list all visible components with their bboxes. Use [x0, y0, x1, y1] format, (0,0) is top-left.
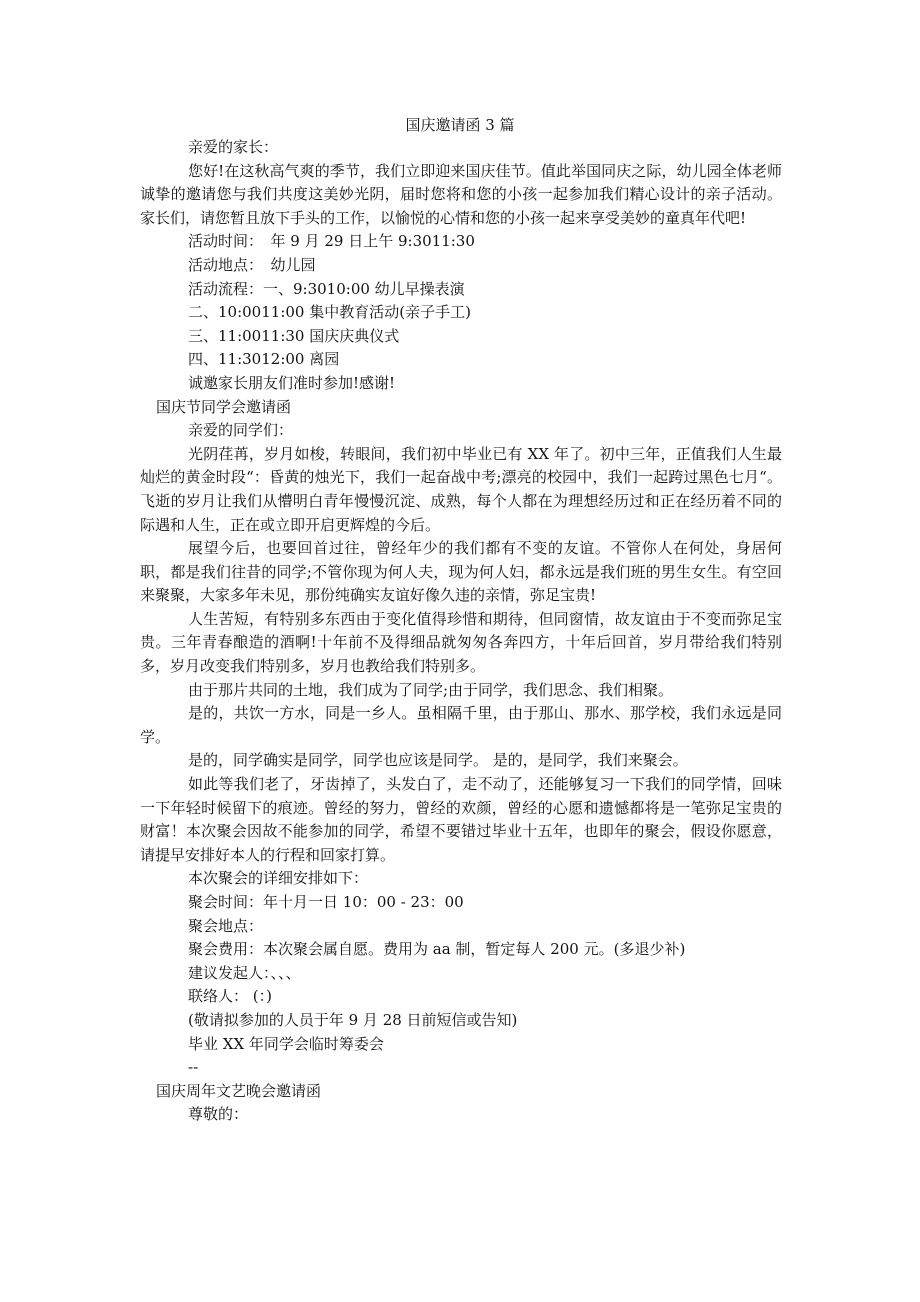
- section-separator: --: [188, 1058, 199, 1077]
- classmates-paragraph-2: 展望今后，也要回首过往，曾经年少的我们都有不变的友谊。不管你人在何处，身居何职，都是我们往昔的同学;不管你现为何人夫，现为何人妇，都永远是我们班的男生女生。有空回来聚聚，大家多年未见，那份纯确实友谊好像久违的亲情，弥足宝贵!: [140, 539, 782, 605]
- salutation-gala: 尊敬的：: [188, 1105, 249, 1124]
- document-title: 国庆邀请函 3 篇: [405, 116, 515, 134]
- classmates-paragraph-7: 如此等我们老了，牙齿掉了，头发白了，走不动了，还能够复习一下我们的同学情，回味一下年轻时候留下的痕迹。曾经的努力，曾经的欢颜，曾经的心愿和遗憾都将是一笔弥足宝贵的财富！本次聚会因故不能参加的同学，希望不要错过毕业十五年，也即年的聚会，假设你愿意，请提早安排好本人的行程和回家打算。: [140, 775, 782, 864]
- classmates-paragraph-6: 是的，同学确实是同学，同学也应该是同学。 是的，是同学，我们来聚会。: [188, 751, 688, 770]
- activity-place: 活动地点： 幼儿园: [188, 255, 316, 274]
- salutation-parents: 亲爱的家长：: [188, 138, 279, 156]
- reunion-committee: 毕业 XX 年同学会临时筹委会: [188, 1034, 384, 1053]
- classmates-paragraph-4: 由于那片共同的土地，我们成为了同学;由于同学，我们思念、我们相聚。: [188, 680, 674, 699]
- classmates-paragraph-1: 光阴荏苒，岁月如梭，转眼间，我们初中毕业已有 XX 年了。初中三年，正值我们人生最灿烂的黄金时段“：昏黄的烛光下，我们一起奋战中考;漂亮的校园中，我们一起跨过黑色七月“。飞逝的岁月让我们从懵明白青年慢慢沉淀、成熟，每个人都在为理想经历过和正在经历着不同的际遇和人生，正在或立即开启更辉煌的今后。: [140, 444, 782, 534]
- reunion-fee: 聚会费用：本次聚会属自愿。费用为 aa 制，暂定每人 200 元。(多退少补): [188, 940, 686, 959]
- schedule-intro: 本次聚会的详细安排如下：: [188, 869, 369, 888]
- reunion-place: 聚会地点：: [188, 916, 264, 935]
- activity-flow-2: 二、10:0011:00 集中教育活动(亲子手工): [188, 303, 471, 322]
- document-body: [140, 136, 782, 1127]
- reunion-notice: (敬请拟参加的人员于年 9 月 28 日前短信或告知): [188, 1010, 518, 1029]
- reunion-time: 聚会时间：年十月一日 10：00 - 23：00: [188, 893, 464, 911]
- activity-flow-4: 四、11:3012:00 离园: [188, 350, 340, 369]
- activity-flow-3: 三、11:0011:30 国庆庆典仪式: [188, 326, 400, 345]
- reunion-initiators: 建议发起人：、、、: [188, 963, 301, 982]
- section-heading-classmates: 国庆节同学会邀请函: [156, 397, 292, 416]
- classmates-paragraph-5: 是的，共饮一方水，同是一乡人。虽相隔千里，由于那山、那水、那学校，我们永远是同学。: [140, 704, 782, 746]
- reunion-contact: 联络人： (：): [188, 987, 272, 1006]
- activity-flow-1: 活动流程：一、9:3010:00 幼儿早操表演: [188, 279, 465, 298]
- activity-time: 活动时间： 年 9 月 29 日上午 9:3011:30: [188, 232, 475, 251]
- classmates-paragraph-3: 人生苦短，有特别多东西由于变化值得珍惜和期待，但同窗情，故友谊由于不变而弥足宝贵。三年青春酿造的酒啊!十年前不及得细品就匆匆各奔四方，十年后回首，岁月带给我们特别多，岁月改变我们特别多，岁月也教给我们特别多。: [140, 609, 782, 676]
- salutation-classmates: 亲爱的同学们：: [188, 421, 294, 440]
- parents-intro-paragraph: 您好!在这秋高气爽的季节，我们立即迎来国庆佳节。值此举国同庆之际，幼儿园全体老师诚挚的邀请您与我们共度这美妙光阴，届时您将和您的小孩一起参加我们精心设计的亲子活动。家长们，请您暂且放下手头的工作，以愉悦的心情和您的小孩一起来享受美妙的童真年代吧!: [140, 161, 782, 227]
- parents-closing: 诚邀家长朋友们准时参加!感谢!: [188, 373, 396, 392]
- section-heading-gala: 国庆周年文艺晚会邀请函: [156, 1081, 322, 1100]
